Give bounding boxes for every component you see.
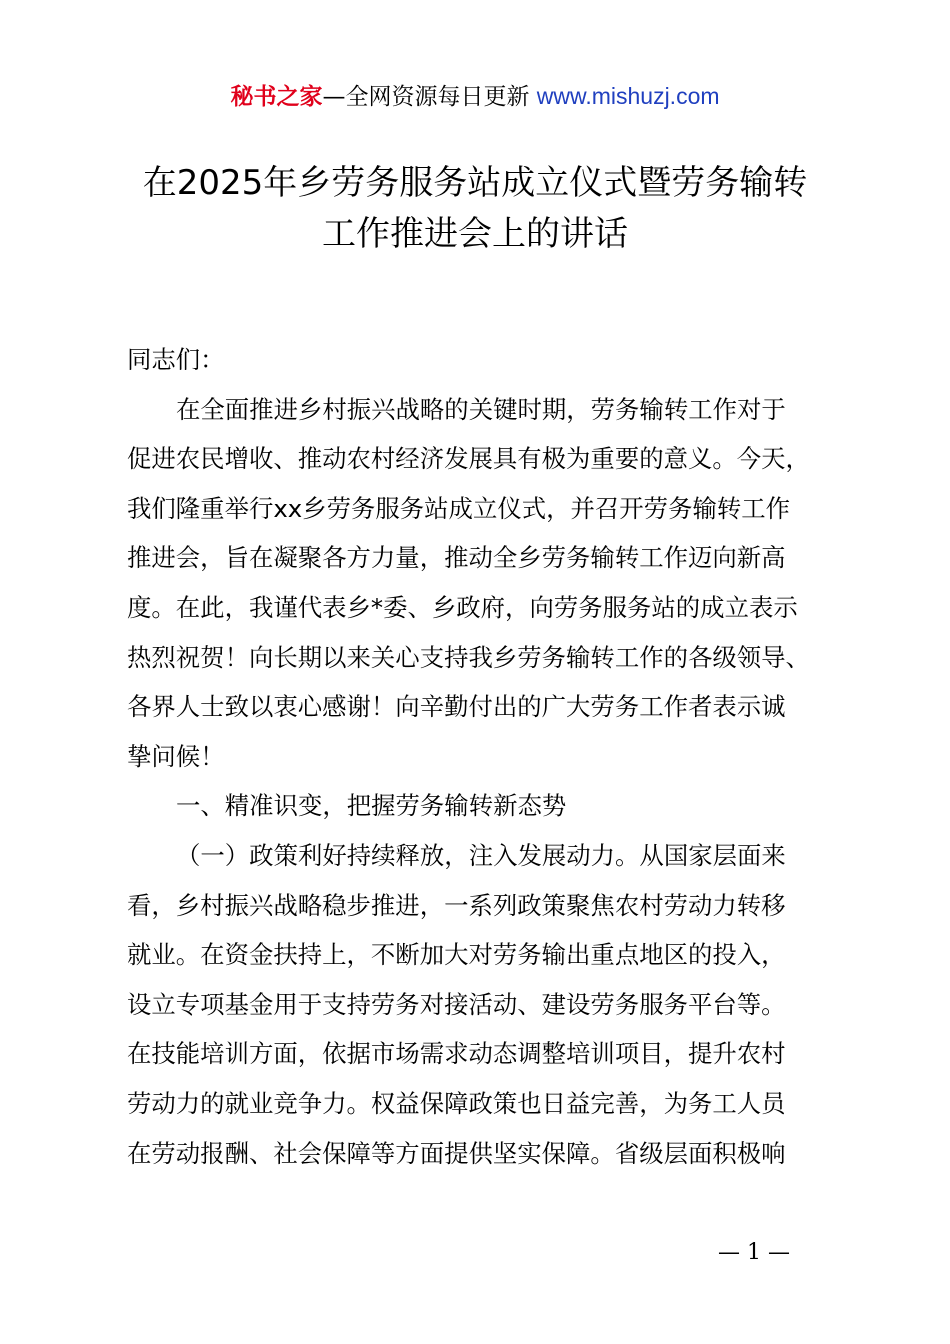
body-line: 在全面推进乡村振兴战略的关键时期，劳务输转工作对于	[176, 394, 786, 424]
title-line-2: 工作推进会上的讲话	[322, 214, 628, 254]
salutation: 同志们：	[127, 345, 225, 374]
body-line: 设立专项基金用于支持劳务对接活动、建设劳务服务平台等。	[127, 989, 786, 1019]
page-number: — 1 —	[718, 1240, 790, 1265]
brand-name: 秘书之家	[230, 84, 323, 110]
document-title	[0, 158, 950, 260]
body-line: 度。在此，我谨代表乡*委、乡政府，向劳务服务站的成立表示	[127, 592, 798, 622]
body-line: 在劳动报酬、社会保障等方面提供坚实保障。省级层面积极响	[127, 1138, 786, 1168]
body-line: 看，乡村振兴战略稳步推进，一系列政策聚焦农村劳动力转移	[127, 890, 786, 920]
title-line-1: 在2025年乡劳务服务站成立仪式暨劳务输转	[142, 163, 808, 203]
body-line: 热烈祝贺！向长期以来关心支持我乡劳务输转工作的各级领导、	[127, 642, 810, 672]
header-slogan: —全网资源每日更新	[322, 84, 537, 110]
document-body	[127, 335, 847, 1178]
body-line: 在技能培训方面，依据市场需求动态调整培训项目，提升农村	[127, 1039, 786, 1069]
header-url[interactable]: www.mishuzj.com	[536, 83, 720, 109]
body-line: 促进农民增收、推动农村经济发展具有极为重要的意义。今天，	[127, 444, 810, 474]
body-line: 就业。在资金扶持上，不断加大对劳务输出重点地区的投入，	[127, 940, 786, 970]
body-line: 挚问候！	[127, 741, 225, 771]
section-heading: 一、精准识变，把握劳务输转新态势	[176, 791, 567, 821]
body-line: 劳动力的就业竞争力。权益保障政策也日益完善，为务工人员	[127, 1088, 786, 1118]
site-header	[0, 80, 950, 113]
body-line: （一）政策利好持续释放，注入发展动力。从国家层面来	[176, 840, 786, 870]
body-line: 推进会，旨在凝聚各方力量，推动全乡劳务输转工作迈向新高	[127, 543, 786, 573]
body-line: 我们隆重举行xx乡劳务服务站成立仪式，并召开劳务输转工作	[127, 493, 791, 523]
body-line: 各界人士致以衷心感谢！向辛勤付出的广大劳务工作者表示诚	[127, 692, 786, 722]
